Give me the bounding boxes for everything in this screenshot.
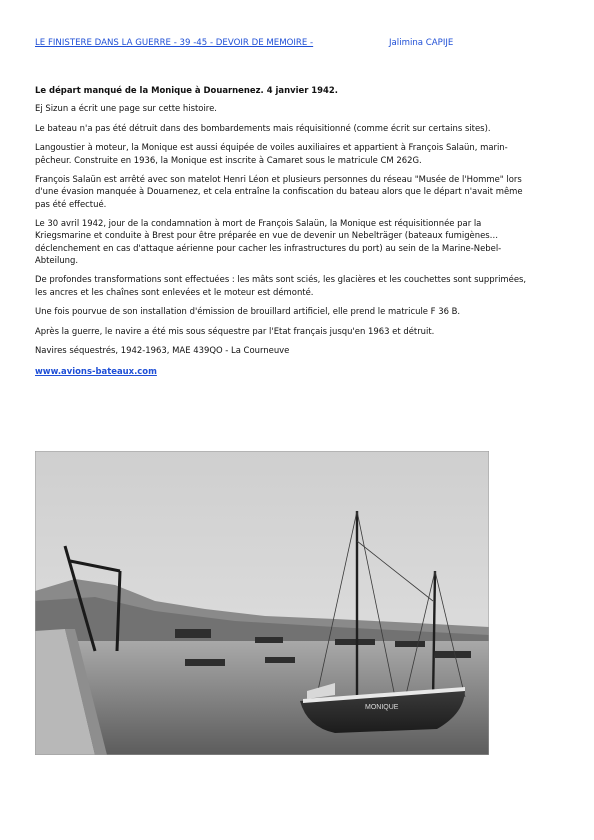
header-title-link[interactable]: LE FINISTERE DANS LA GUERRE - 39 -45 - DEVOIR DE MEMOIRE - xyxy=(35,38,314,48)
paragraph-7: Une fois pourvue de son installation d'émission de brouillard artificiel, elle prend le matricule F 36 B. xyxy=(35,306,461,317)
paragraph-8: Après la guerre, le navire a été mis sous séquestre par l'Etat français jusqu'en 1963 et détruit. xyxy=(35,325,435,336)
page-header xyxy=(35,38,574,52)
paragraph-9: Navires séquestrés, 1942-1963, MAE 439QO - La Courneuve xyxy=(35,345,290,356)
paragraph-4: François Salaün est arrêté avec son matelot Henri Léon et plusieurs personnes du réseau "Musée de l'Homme" lors d'une évasion manquée à Douarnenez, et cela entraîne la confiscation du bateau alors que le départ n'avait même pas été effectué. xyxy=(35,174,523,209)
harbor-photo xyxy=(35,451,489,755)
source-link[interactable]: www.avions-bateaux.com xyxy=(35,365,157,376)
paragraph-6: De profondes transformations sont effectuées : les mâts sont sciés, les glacières et les couchettes sont supprimées, les ancres et les chaînes sont enlevées et le moteur est démonté. xyxy=(35,274,527,297)
paragraph-3: Langoustier à moteur, la Monique est aussi équipée de voiles auxiliaires et appartient à François Salaün, marin-pêcheur. Construite en 1936, la Monique est inscrite à Camaret sous le matricule CM 262G. xyxy=(35,142,508,165)
article-title: Le départ manqué de la Monique à Douarnenez. 4 janvier 1942. xyxy=(35,85,338,95)
paragraph-5: Le 30 avril 1942, jour de la condamnation à mort de François Salaün, la Monique est réquisitionnée par la Kriegsmarine et conduite à Brest pour être préparée en vue de devenir un Nebelträger (bateaux fumigènes… déclenchement en cas d'attaque aérienne pour cacher les infrastructures du port) au sein de la Marine-Nebel-Abteilung. xyxy=(35,218,502,265)
header-author: Jalimina CAPIJE xyxy=(389,38,454,48)
boat-name-label: MONIQUE xyxy=(365,704,399,711)
paragraph-2: Le bateau n'a pas été détruit dans des bombardements mais réquisitionné (comme écrit sur certains sites). xyxy=(35,122,491,133)
paragraph-1: Ej Sizun a écrit une page sur cette histoire. xyxy=(35,103,217,114)
article xyxy=(35,84,540,377)
